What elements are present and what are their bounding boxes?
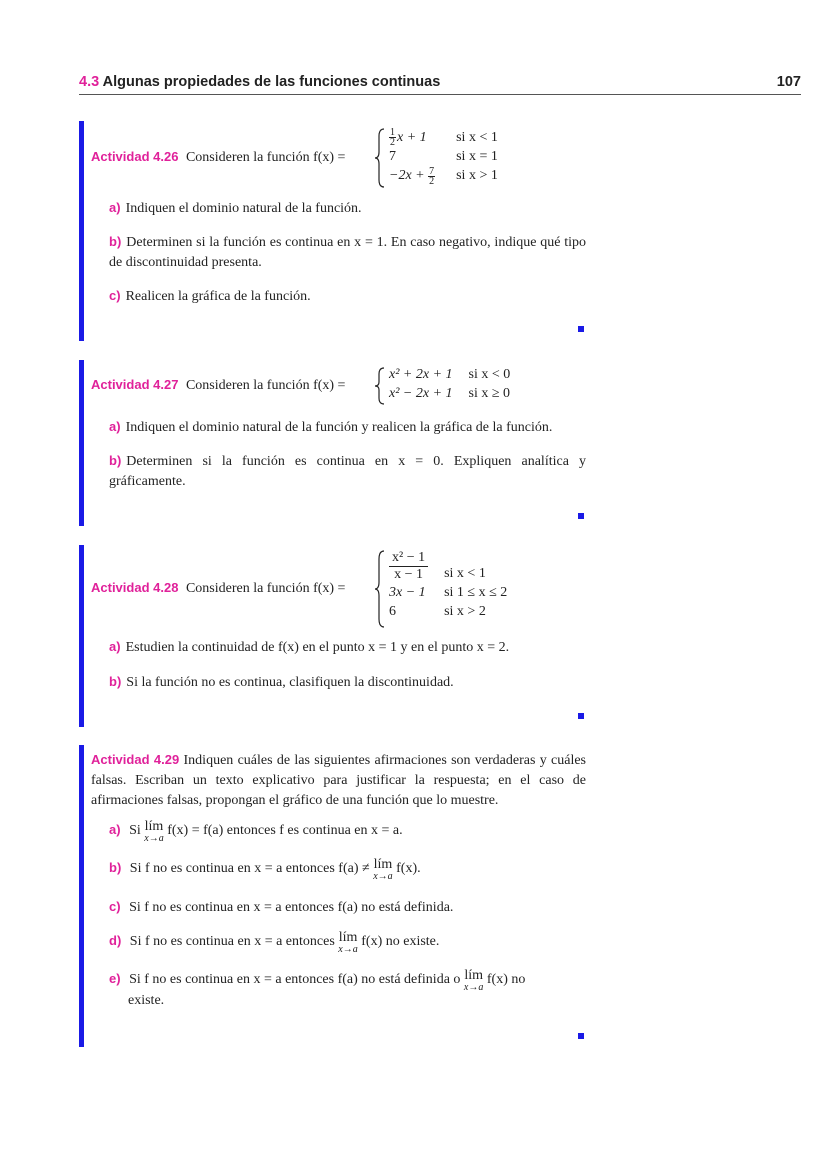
case-expr: [389, 583, 434, 602]
end-mark-icon: [578, 713, 584, 719]
activity-title: Actividad 4.29: [91, 752, 180, 767]
case-cond: si x > 1: [456, 168, 498, 184]
case-cond: si 1 ≤ x ≤ 2: [444, 585, 508, 600]
item-text: Si f no es continua en x = a entonces f(a) no está definida o: [129, 972, 461, 987]
left-brace-icon: [374, 128, 386, 188]
piecewise-cases: [389, 365, 516, 403]
item-label: a): [109, 200, 121, 215]
case-row: [389, 365, 516, 384]
item-text: Si f no es continua en x = a entonces f(a) no está definida.: [129, 900, 454, 915]
activity-title: Actividad 4.28: [91, 580, 179, 595]
list-item: [109, 417, 586, 438]
case-expr: [389, 384, 459, 403]
limit-operator: [338, 931, 357, 955]
item-text: existe.: [128, 993, 165, 1008]
limit-word: lím: [144, 819, 164, 834]
activity-bar: [79, 360, 84, 526]
item-text: Realicen la gráfica de la función.: [125, 289, 311, 304]
page-header: [79, 74, 801, 95]
fraction-num: 7: [429, 165, 435, 177]
item-label: b): [109, 453, 122, 468]
case-cond: si x ≥ 0: [468, 386, 511, 401]
item-text: Determinen si la función es continua en x = 1. En caso negativo, indique qué tipo de discontinuidad presenta.: [109, 235, 586, 270]
list-item: [109, 969, 586, 993]
activity-intro: [91, 147, 345, 168]
case-row: [389, 128, 504, 147]
activity-bar: [79, 545, 84, 727]
item-text: f(x) = f(a) entonces f es continua en x = a.: [167, 823, 403, 838]
case-cond: si x < 1: [456, 130, 498, 146]
case-row: [389, 384, 516, 403]
item-label: b): [109, 860, 122, 875]
activity-intro: [91, 375, 345, 396]
item-label: c): [109, 899, 121, 914]
case-expr: 7: [389, 149, 396, 165]
case-expr: [389, 550, 434, 583]
list-item: [109, 232, 586, 273]
end-mark-icon: [578, 513, 584, 519]
expr-text: −2x +: [389, 168, 429, 184]
activity-bar: [79, 745, 84, 1047]
activity-title: Actividad 4.26: [91, 149, 179, 164]
fraction: [428, 167, 435, 186]
activity-4-26: [79, 121, 589, 341]
expr-text: x + 1: [397, 130, 427, 145]
expr-text: x² − 2x + 1: [389, 386, 453, 401]
section-title: Algunas propiedades de las funciones continuas: [102, 74, 441, 90]
list-item: [109, 637, 586, 658]
case-cond: si x = 1: [456, 149, 498, 165]
item-label: a): [109, 822, 121, 837]
section-number: 4.3: [79, 74, 100, 90]
activity-intro-text: Consideren la función f(x) =: [185, 378, 346, 393]
activity-4-28: [79, 545, 589, 727]
case-row: [389, 583, 513, 602]
list-item: [109, 198, 586, 219]
list-item: [109, 286, 586, 307]
left-brace-icon: [374, 550, 386, 628]
item-text: Si f no es continua en x = a entonces: [129, 934, 335, 949]
expr-text: 3x − 1: [389, 585, 426, 600]
fraction-den: x − 1: [394, 567, 423, 582]
activity-intro-text: Indiquen cuáles de las siguientes afirmaciones son verdaderas y cuáles falsas. Escriban un texto explicativo para justificar la respuesta; en el caso de afirmaciones falsas, propongan el gráfico de una función que lo muestre.: [91, 753, 586, 808]
item-text: Si la función no es continua, clasifiquen la discontinuidad.: [126, 675, 454, 690]
activity-intro: [91, 750, 586, 811]
limit-word: lím: [464, 968, 483, 983]
limit-subscript: x→a: [373, 871, 393, 882]
fraction-den: 2: [429, 175, 435, 187]
limit-subscript: x→a: [338, 944, 358, 955]
item-text: f(x) no: [486, 972, 526, 987]
item-label: b): [109, 234, 122, 249]
item-text: f(x) no existe.: [361, 934, 440, 949]
case-expr: [389, 166, 442, 185]
item-label: a): [109, 639, 121, 654]
end-mark-icon: [578, 326, 584, 332]
list-item: [109, 897, 586, 918]
list-item-continuation: [109, 991, 586, 1011]
list-item: [109, 451, 586, 492]
limit-operator: [464, 969, 483, 993]
end-mark-icon: [578, 1033, 584, 1039]
item-label: b): [109, 674, 122, 689]
activity-bar: [79, 121, 84, 341]
case-row: [389, 166, 504, 185]
section-heading: [79, 74, 440, 90]
fraction-num: x² − 1: [389, 550, 428, 567]
limit-operator: [144, 820, 163, 844]
fraction-den: 2: [390, 137, 395, 149]
limit-word: lím: [373, 857, 393, 872]
list-item: [109, 858, 586, 882]
limit-subscript: x→a: [463, 982, 484, 993]
item-label: c): [109, 288, 121, 303]
limit-word: lím: [338, 930, 358, 945]
item-text: Si f no es continua en x = a entonces f(a) ≠: [129, 861, 370, 876]
case-cond: si x < 0: [468, 367, 511, 382]
limit-subscript: x→a: [144, 833, 164, 844]
item-label: d): [109, 933, 122, 948]
activity-intro-text: Consideren la función f(x) =: [185, 150, 346, 165]
page-number: 107: [776, 74, 801, 90]
activity-4-29: [79, 745, 589, 1047]
case-expr: [389, 365, 459, 384]
fraction: [389, 550, 428, 583]
case-row: [389, 602, 513, 621]
activity-intro: [91, 578, 345, 599]
item-text: Determinen si la función es continua en x = 0. Expliquen analítica y gráficamente.: [109, 454, 586, 489]
limit-operator: [373, 858, 392, 882]
list-item: [109, 820, 586, 844]
case-row: [389, 147, 504, 166]
activity-title: Actividad 4.27: [91, 377, 179, 392]
list-item: [109, 931, 586, 955]
fraction-num: 1: [390, 127, 395, 139]
expr-text: x² + 2x + 1: [389, 367, 453, 382]
piecewise-cases: [389, 128, 504, 186]
item-label: e): [109, 971, 121, 986]
activity-4-27: [79, 360, 589, 526]
case-expr: 6: [389, 604, 396, 619]
item-text: f(x).: [396, 861, 421, 876]
case-cond: si x < 1: [444, 566, 486, 581]
item-text: Indiquen el dominio natural de la función.: [125, 201, 362, 216]
item-text: Estudien la continuidad de f(x) en el punto x = 1 y en el punto x = 2.: [125, 640, 510, 655]
activity-intro-text: Consideren la función f(x) =: [185, 581, 346, 596]
fraction: [389, 128, 396, 147]
left-brace-icon: [374, 367, 386, 405]
item-text: Indiquen el dominio natural de la función y realicen la gráfica de la función.: [125, 420, 553, 435]
case-expr: [389, 128, 442, 147]
piecewise-cases: [389, 550, 513, 621]
item-text: Si: [129, 823, 141, 838]
item-label: a): [109, 419, 121, 434]
list-item: [109, 672, 586, 693]
case-row: [389, 550, 513, 583]
case-cond: si x > 2: [444, 604, 486, 619]
